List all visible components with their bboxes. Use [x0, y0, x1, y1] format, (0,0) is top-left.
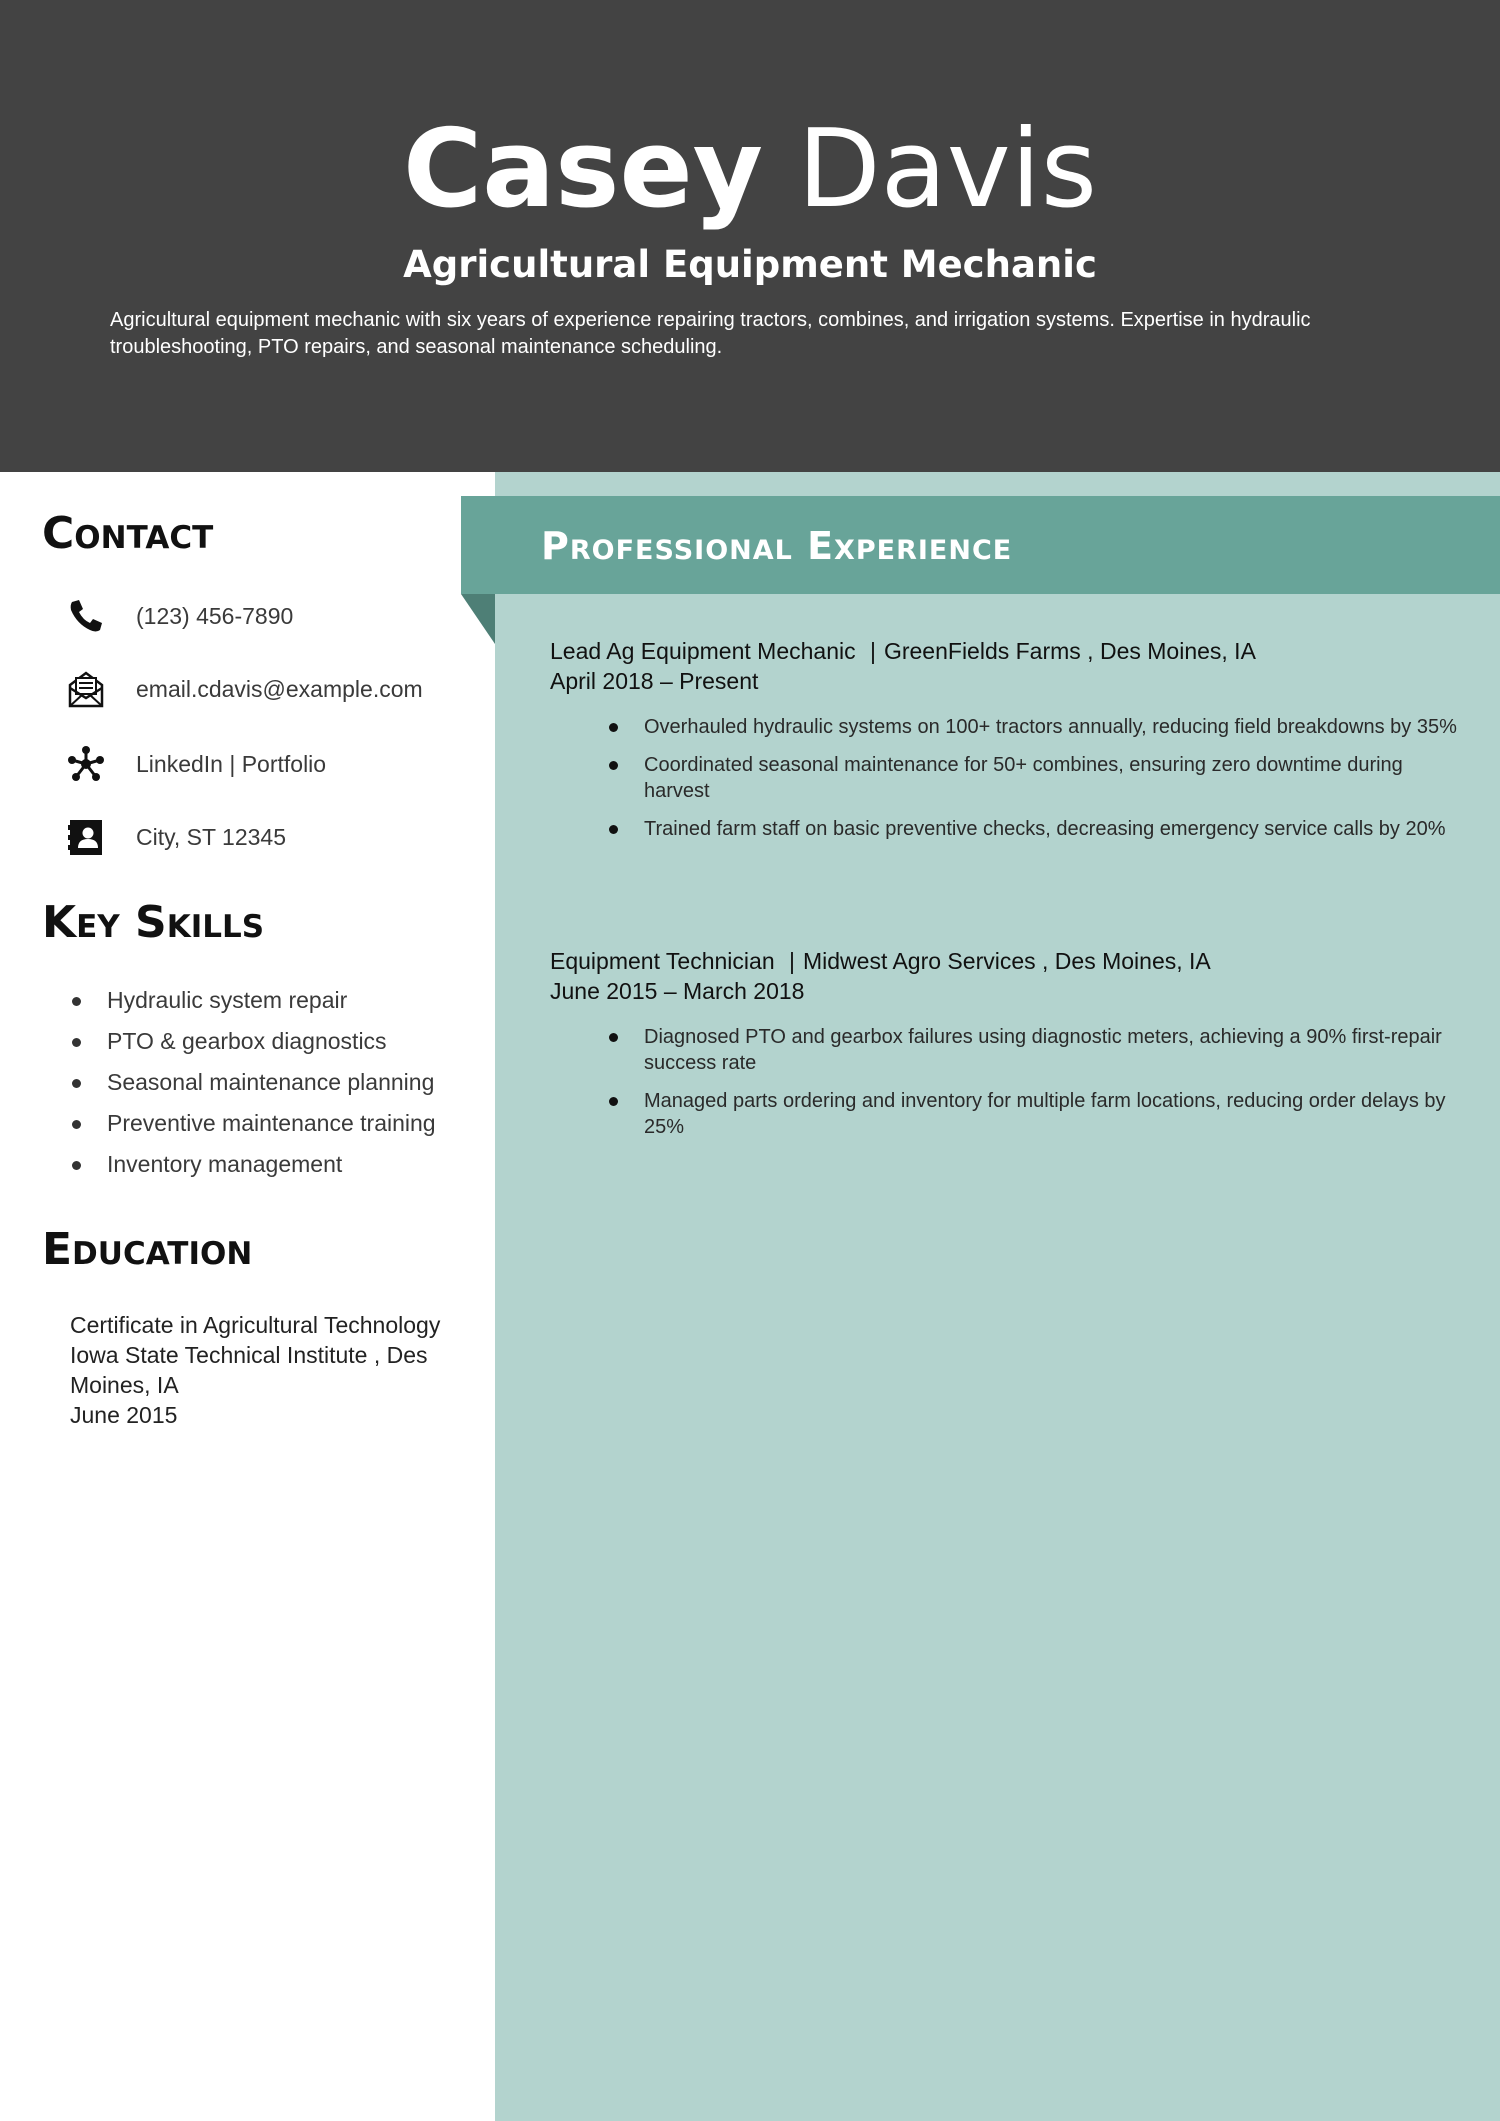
job-separator: | [869, 638, 876, 664]
network-icon [66, 744, 106, 784]
last-name: Davis [797, 107, 1097, 232]
phone-number: (123) 456-7890 [136, 603, 294, 629]
envelope-icon [66, 669, 106, 709]
first-name: Casey [403, 107, 764, 232]
experience-heading: Professional Experience [541, 524, 1013, 568]
job-company: Midwest Agro Services , Des Moines, IA [802, 948, 1211, 974]
list-item: Managed parts ordering and inventory for multiple farm locations, reducing order delays by 25% [550, 1088, 1470, 1140]
list-item: PTO & gearbox diagnostics [42, 1019, 482, 1060]
list-item: Preventive maintenance training [42, 1101, 482, 1142]
job-header [550, 946, 1470, 976]
job-title: Lead Ag Equipment Mechanic [550, 638, 856, 664]
education-school: Iowa State Technical Institute , Des Moines, IA [70, 1342, 428, 1398]
contact-links [66, 742, 486, 786]
job-title: Agricultural Equipment Mechanic [403, 243, 1097, 286]
job-bullets [550, 1024, 1470, 1140]
resume-header [0, 0, 1500, 472]
contact-email [66, 667, 486, 711]
location: City, ST 12345 [136, 824, 287, 850]
list-item: Trained farm staff on basic preventive checks, decreasing emergency service calls by 20% [550, 816, 1470, 842]
address-card-icon [66, 817, 106, 857]
email-address: email.cdavis@example.com [136, 676, 423, 702]
education-heading: Education [42, 1224, 253, 1275]
job-bullets [550, 714, 1470, 842]
list-item: Overhauled hydraulic systems on 100+ tractors annually, reducing field breakdowns by 35% [550, 714, 1470, 740]
education-date: June 2015 [70, 1402, 178, 1428]
contact-address [66, 815, 486, 859]
job-dates: April 2018 – Present [550, 668, 759, 694]
list-item: Seasonal maintenance planning [42, 1060, 482, 1101]
job-title: Equipment Technician [550, 948, 775, 974]
contact-heading: Contact [42, 508, 214, 559]
education-entry [70, 1310, 480, 1430]
job-header [550, 636, 1470, 666]
job-separator: | [789, 948, 795, 974]
profile-summary: Agricultural equipment mechanic with six years of experience repairing tractors, combines, and irrigation systems. Expertise in hydraulic troubleshooting, PTO repairs, and seasonal maintenance scheduling. [110, 309, 1311, 358]
candidate-name [0, 105, 1500, 235]
phone-icon [66, 596, 106, 636]
job-entry [550, 946, 1470, 1152]
job-dates: June 2015 – March 2018 [550, 978, 805, 1004]
list-item: Hydraulic system repair [42, 978, 482, 1019]
list-item: Diagnosed PTO and gearbox failures using diagnostic meters, achieving a 90% first-repair success rate [550, 1024, 1470, 1076]
list-item: Inventory management [42, 1142, 482, 1183]
skills-list [42, 978, 482, 1183]
contact-phone [66, 594, 486, 638]
education-degree: Certificate in Agricultural Technology [70, 1312, 441, 1338]
list-item: Coordinated seasonal maintenance for 50+ combines, ensuring zero downtime during harvest [550, 752, 1470, 804]
job-company: GreenFields Farms , Des Moines, IA [883, 638, 1256, 664]
job-entry [550, 636, 1470, 854]
linkedin-portfolio: LinkedIn | Portfolio [136, 751, 327, 777]
skills-heading: Key Skills [42, 897, 265, 948]
